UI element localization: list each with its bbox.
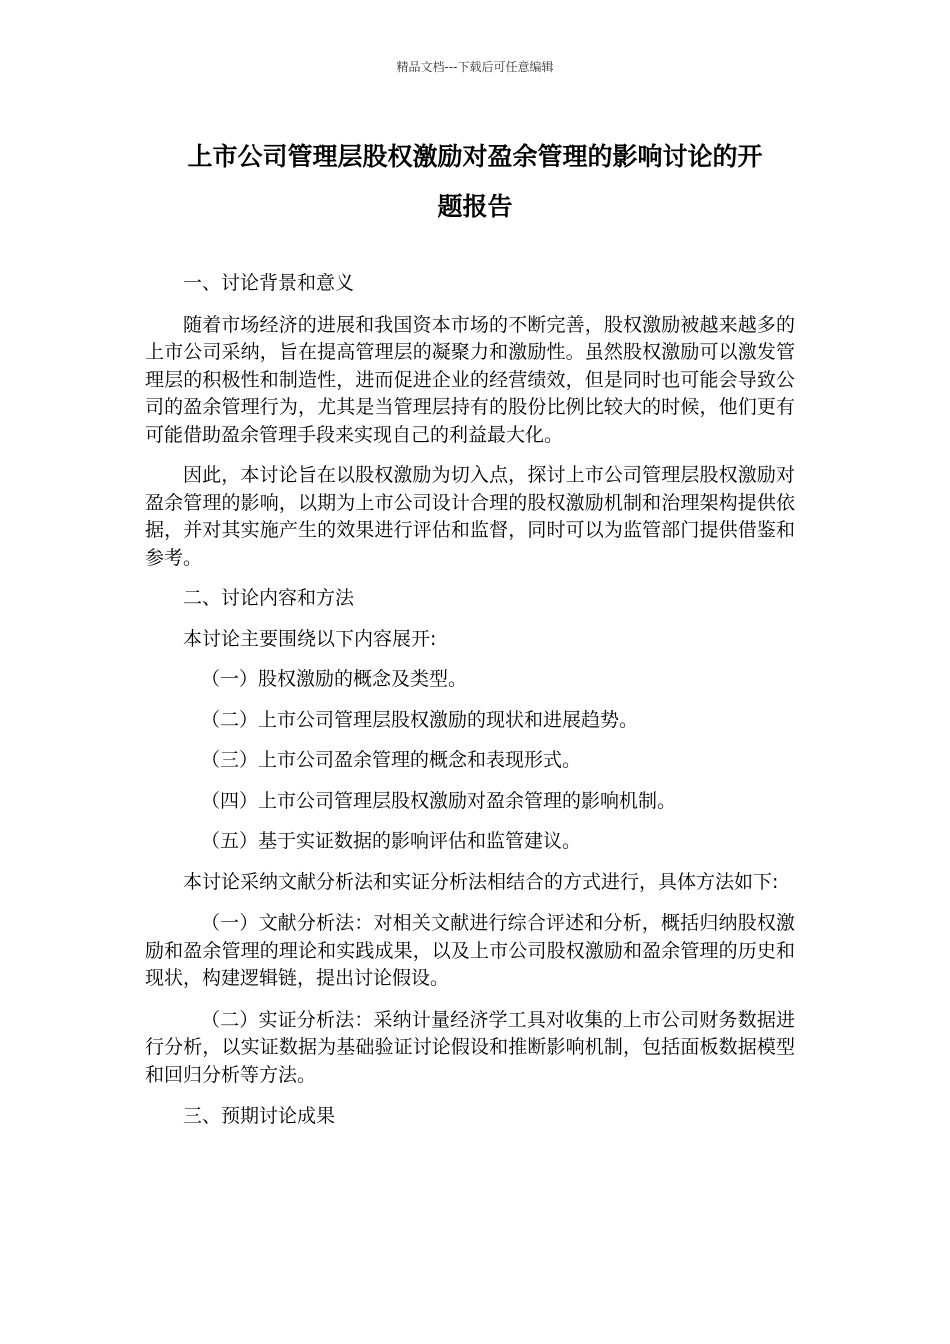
section-heading-2: 二、讨论内容和方法 — [183, 587, 355, 609]
method-literature: （一）文献分析法：对相关文献进行综合评述和分析，概括归纳股权激励和盈余管理的理论和实践成果，以及上市公司股权激励和盈余管理的历史和现状，构建逻辑链，提出讨论假设。 — [145, 912, 795, 989]
list-item: （二）上市公司管理层股权激励的现状和进展趋势。 — [201, 708, 639, 731]
section-heading-3: 三、预期讨论成果 — [183, 1105, 336, 1127]
list-item: （一）股权激励的概念及类型。 — [201, 668, 468, 690]
paragraph-background: 随着市场经济的进展和我国资本市场的不断完善，股权激励被越来越多的上市公司采纳，旨在提高管理层的凝聚力和激励性。虽然股权激励可以激发管理层的积极性和制造性，进而促进企业的经营绩效，但是同时也可能会导致公司的盈余管理行为，尤其是当管理层持有的股份比例比较大的时候，他们更有可能借助盈余管理手段来实现自己的利益最大化。 — [145, 313, 795, 446]
methods-intro: 本讨论采纳文献分析法和实证分析法相结合的方式进行，具体方法如下: — [183, 870, 779, 893]
document-body — [145, 270, 795, 1131]
paragraph-purpose: 因此，本讨论旨在以股权激励为切入点，探讨上市公司管理层股权激励对盈余管理的影响，以期为上市公司设计合理的股权激励机制和治理架构提供依据，并对其实施产生的效果进行评估和监督，同时可以为监管部门提供借鉴和参考。 — [145, 464, 795, 569]
section-heading-1: 一、讨论背景和意义 — [183, 272, 355, 294]
document-title — [140, 132, 810, 232]
list-item: （三）上市公司盈余管理的概念和表现形式。 — [201, 749, 582, 771]
list-item: （四）上市公司管理层股权激励对盈余管理的影响机制。 — [201, 789, 677, 812]
content-intro: 本讨论主要围绕以下内容展开: — [183, 627, 437, 650]
page-header: 精品文档---下载后可任意编辑 — [396, 60, 554, 74]
title-line-2: 题报告 — [437, 192, 513, 221]
list-item: （五）基于实证数据的影响评估和监管建议。 — [201, 830, 582, 852]
title-line-1: 上市公司管理层股权激励对盈余管理的影响讨论的开 — [187, 142, 763, 171]
method-empirical: （二）实证分析法：采纳计量经济学工具对收集的上市公司财务数据进行分析，以实证数据为基础验证讨论假设和推断影响机制，包括面板数据模型和回归分析等方法。 — [145, 1008, 795, 1086]
